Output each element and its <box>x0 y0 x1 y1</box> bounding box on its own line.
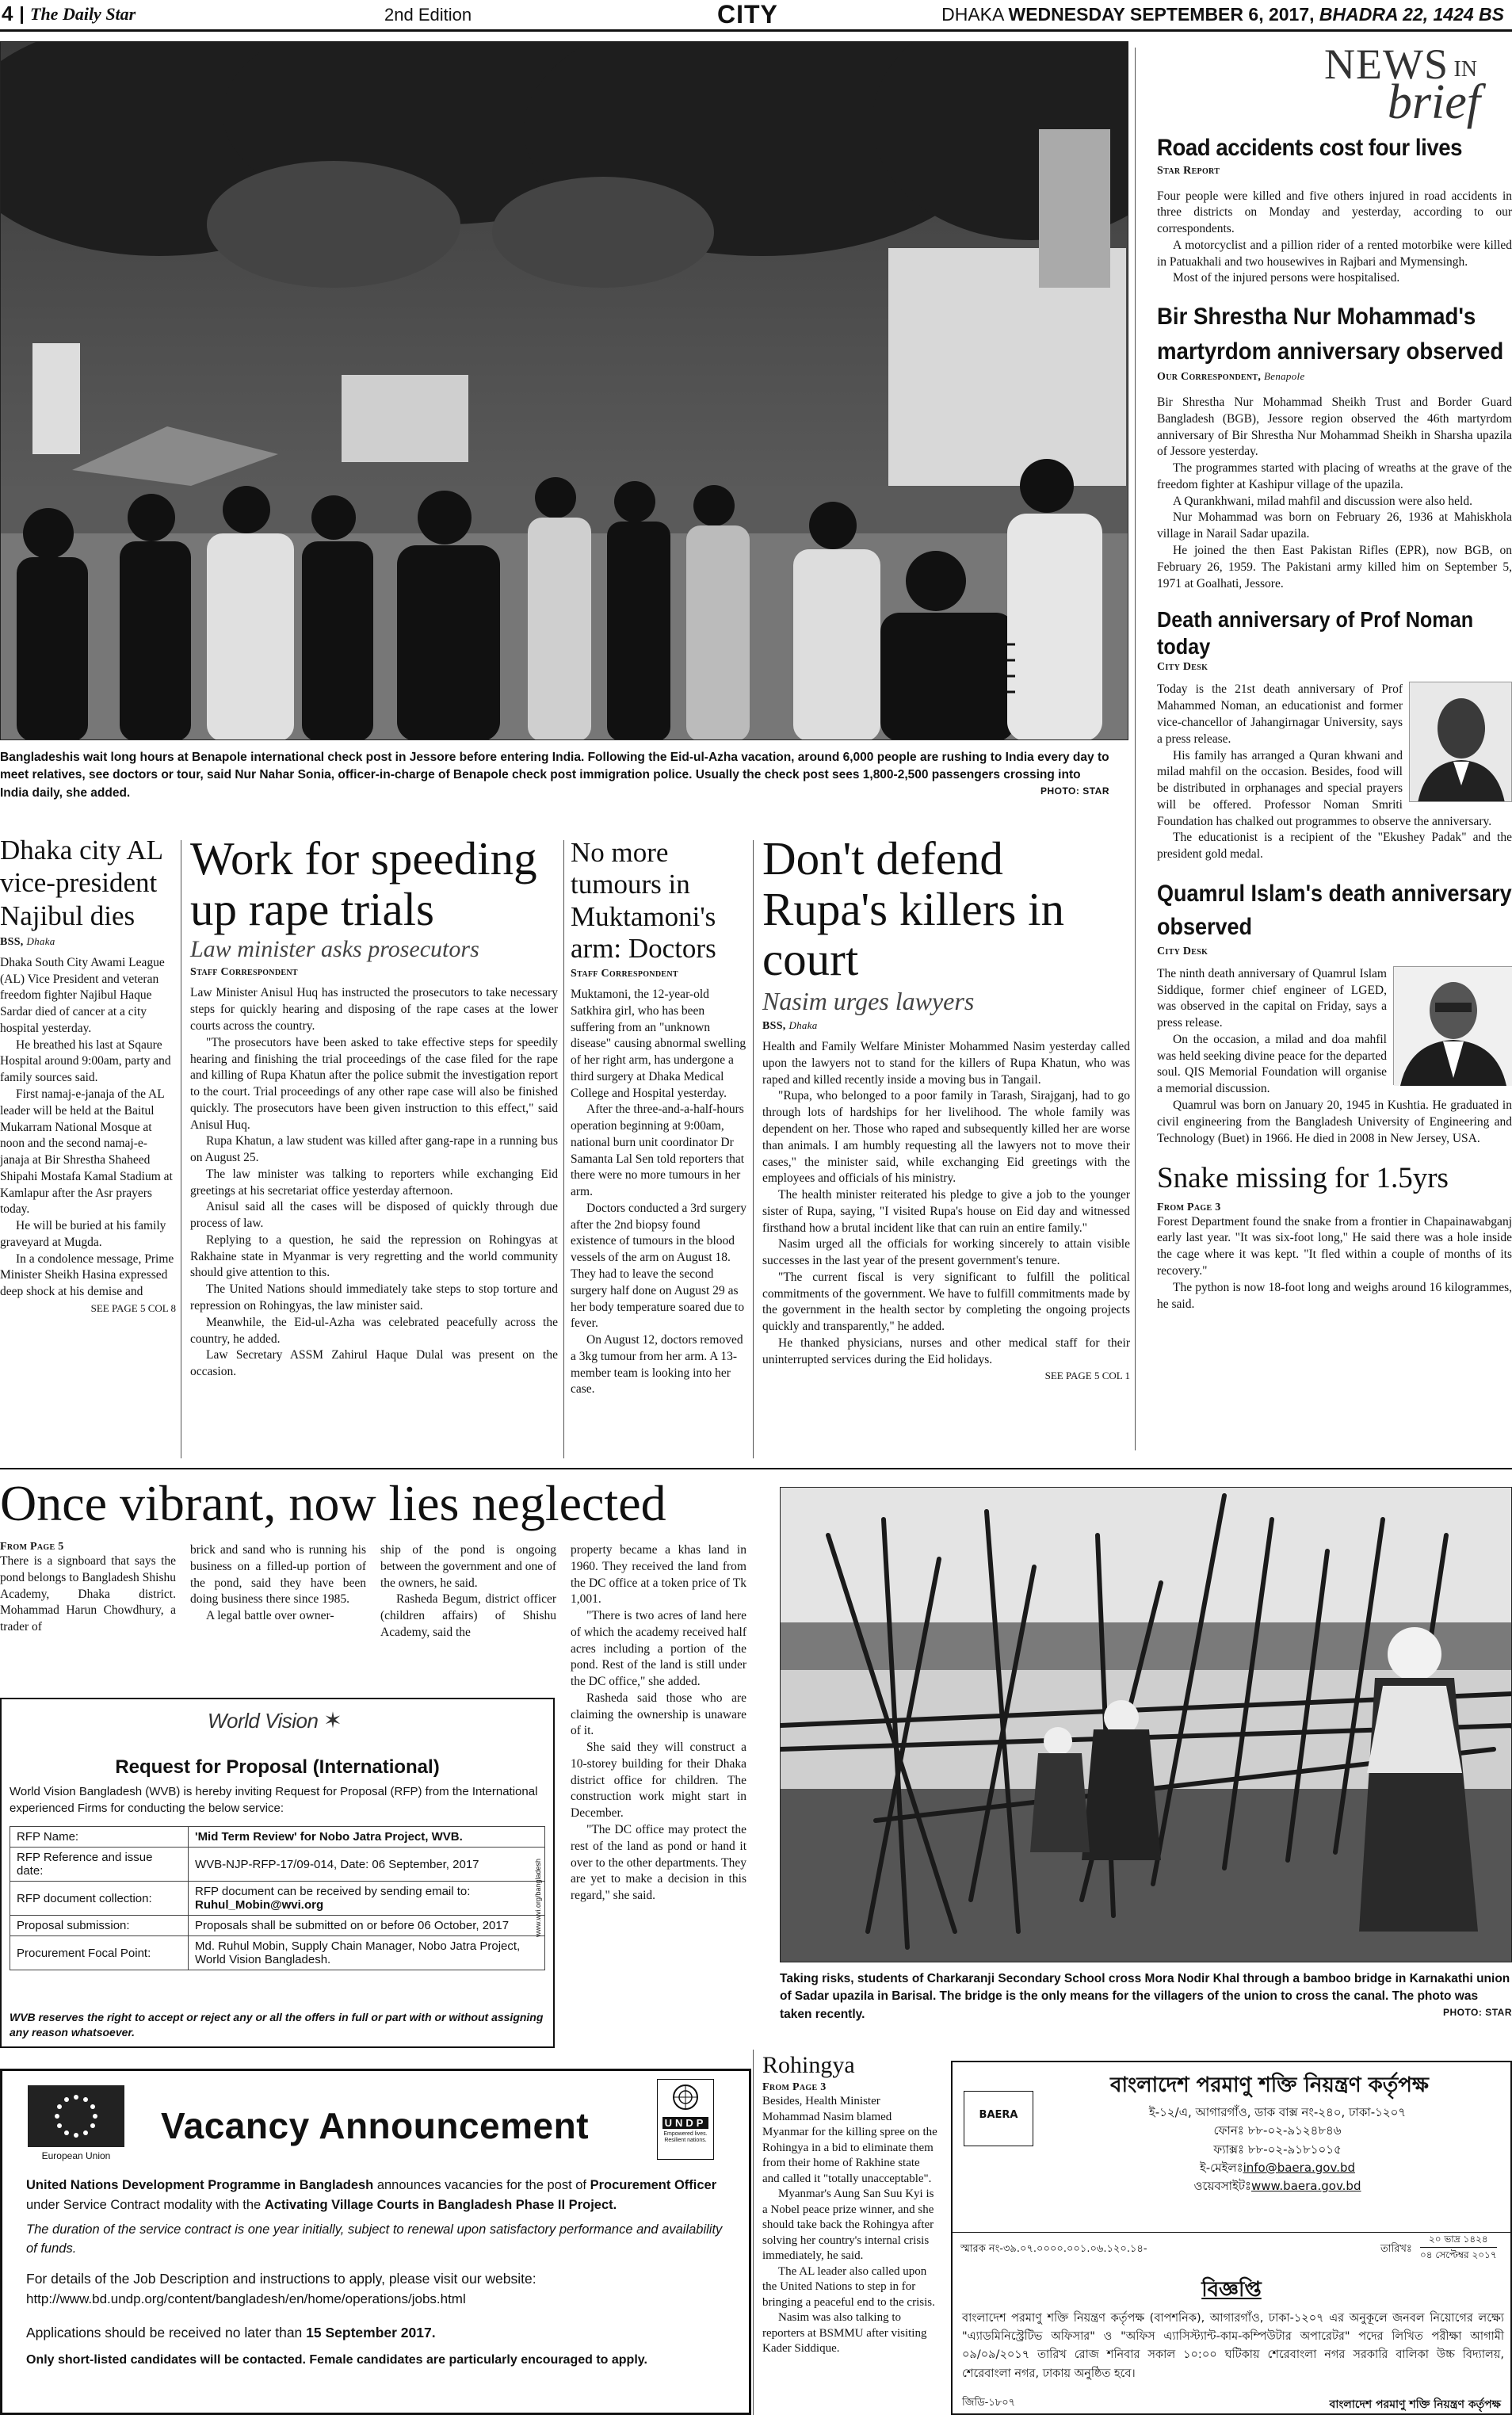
lead-photo-caption <box>0 749 1109 802</box>
baera-date-label: তারিখঃ <box>1380 2243 1412 2255</box>
baera-address-block <box>1079 2104 1476 2195</box>
brief-byline: City Desk <box>1157 945 1208 957</box>
baera-date <box>1420 2232 1497 2263</box>
story-paragraph: The AL leader also called upon the United Nations to step in for bringing a peaceful end to the crisis. <box>762 2264 935 2309</box>
section-name: CITY <box>717 0 778 29</box>
crowd-photo-illustration <box>1 42 1128 740</box>
story-paragraph: First namaj-e-janaja of the AL leader will be held at the Baitul Mukarram National Mosque at noon and the second namaj-e-janaja at Bir Shrestha Shaheed Shipahi Mostafa Kamal Stadium at Kamlapur after the Asr prayers today. <box>0 1087 173 1217</box>
quamrul-portrait <box>1393 966 1512 1085</box>
brief-paragraph: On the occasion, a milad and doa mahfil was held seeking divine peace for the departed soul. QIS Memorial Foundation will organise a memorial discussion. <box>1157 1032 1387 1096</box>
story-paragraph: Rupa Khatun, a law student was killed after gang-rape in a running bus on August 25. <box>190 1134 558 1165</box>
logo-brief: brief <box>1387 75 1480 129</box>
brief-paragraph: His family has arranged a Quran khwani and milad mahfil on the occasion. Besides, food will be distributed in orphanages and special prayers will be offered. Professor Noman Smriti Foundation has chalked out programmes to observe the anniversary. <box>1157 748 1492 828</box>
vibrant-byline: From Page 5 <box>0 1541 64 1553</box>
story-paragraph: After the three-and-a-half-hours operation beginning at 9:00am, national burn unit coordinator Dr Samanta Lal Sen told reporters that there were no more tumours in her arm. <box>571 1102 745 1199</box>
brief-byline: Our Correspondent, Benapole <box>1157 370 1305 384</box>
lead-photo <box>0 41 1128 740</box>
table-cell: Proposals shall be submitted on or before 06 October, 2017 <box>189 1916 545 1936</box>
undp-logo <box>657 2079 714 2160</box>
brief-title: Bir Shrestha Nur Mohammad's martyrdom anniversary observed <box>1157 304 1504 365</box>
jobs-link[interactable]: http://www.bd.undp.org/content/bangladesh/en/home/operations/jobs.html <box>26 2291 466 2307</box>
baera-fax: ফ্যাক্সঃ ৮৮-০২-৯১৮১০১৫ <box>1213 2142 1342 2157</box>
baera-gd: জিডি-১৮০৭ <box>962 2397 1016 2409</box>
brief-item <box>1157 300 1512 592</box>
portrait-illustration <box>1394 967 1512 1086</box>
story-body <box>0 955 176 1301</box>
vacancy-body <box>26 2176 724 2370</box>
bamboo-bridge-illustration <box>781 1488 1512 1962</box>
story-body <box>762 2094 938 2357</box>
star-icon: ✶ <box>323 1708 342 1733</box>
vacancy-paragraph: Only short-listed candidates will be contacted. Female candidates are particularly encouraged to apply. <box>26 2353 647 2367</box>
story-paragraph: He will be buried at his family graveyard at Mugda. <box>0 1219 166 1249</box>
story-headline: Don't defend Rupa's killers in court <box>762 832 1064 986</box>
story-paragraph: property became a khas land in 1960. They received the land from the DC office at a token price of Tk 1,001. <box>571 1543 746 1607</box>
portrait-illustration <box>1410 682 1512 802</box>
story-subheadline: Nasim urges lawyers <box>762 987 975 1016</box>
column-rule <box>1135 48 1136 1450</box>
rfp-side-url: www.wvi.org/bangladesh <box>534 1858 542 1937</box>
table-cell: RFP document collection: <box>10 1882 189 1916</box>
story-paragraph: Law Minister Anisul Huq has instructed the prosecutors to take necessary steps for quickly hearing and disposing of the rape cases at the lower courts across the country. <box>190 986 558 1033</box>
story-paragraph: The law minister was talking to reporters while exchanging Eid greetings at his secretariat office yesterday afternoon. <box>190 1167 558 1198</box>
date-bangla: ২০ ভাদ্র ১৪২৪ <box>1420 2232 1497 2248</box>
website-link[interactable]: www.baera.gov.bd <box>1250 2179 1361 2193</box>
story-paragraph: "Rupa, who belonged to a poor family in Tarash, Sirajganj, had to go through lots of hardships for her livelihood. The whole family was dependent on her. Those who raped and subsequently killed her are worse than animals. I am humbly requesting all the lawyers not to move their cases," the minister said, while exchanging Eid greetings with the employees and officials of his ministry. <box>762 1089 1130 1186</box>
baera-notice <box>951 2061 1512 2415</box>
brief-title: Snake missing for 1.5yrs <box>1157 1162 1449 1195</box>
brief-item <box>1157 877 1512 1147</box>
rupa-story <box>762 834 1130 1382</box>
vacancy-paragraph <box>26 2322 724 2343</box>
column-rule <box>753 2050 754 2415</box>
rfp-email-link[interactable]: Ruhul_Mobin@wvi.org <box>195 1898 324 1912</box>
column-rule <box>563 840 564 1458</box>
brief-paragraph: Nur Mohammad was born on February 26, 1936 at Mahiskhola village in Narail Sadar upazila. <box>1157 510 1512 541</box>
brief-title: Death anniversary of Prof Noman today <box>1157 607 1474 659</box>
bridge-photo-caption <box>780 1970 1512 2023</box>
brief-paragraph: Today is the 21st death anniversary of Prof Mahammed Noman, an educationist and former vice-chancellor of Jahangirnagar University, says a press release. <box>1157 682 1403 746</box>
story-paragraph: He thanked physicians, nurses and other medical staff for their uninterrupted services during the Eid holidays. <box>762 1336 1130 1366</box>
brief-body <box>1157 395 1512 592</box>
story-paragraph: Dhaka South City Awami League (AL) Vice President and veteran freedom fighter Najibul Haque Sardar died of cancer at a city hospital yesterday. <box>0 955 165 1035</box>
table-cell: Md. Ruhul Mobin, Supply Chain Manager, Nobo Jatra Project, World Vision Bangladesh. <box>189 1936 545 1970</box>
baera-title: বাংলাদেশ পরমাণু শক্তি নিয়ন্ত্রণ কর্তৃপক্ষ <box>1110 2073 1429 2097</box>
bridge-photo <box>780 1487 1512 1962</box>
brief-paragraph: Bir Shrestha Nur Mohammad Sheikh Trust and Border Guard Bangladesh (BGB), Jessore region observed the 46th martyrdom anniversary of Bir Shrestha Nur Mohammad Sheikh in Sharsha upazila of Jessore yesterday. <box>1157 395 1512 459</box>
story-body <box>571 987 746 1398</box>
dateline-date: WEDNESDAY SEPTEMBER 6, 2017, <box>1008 4 1315 25</box>
text-run: Procurement Officer <box>590 2178 717 2192</box>
rfp-table <box>10 1826 545 1970</box>
story-paragraph: ship of the pond is ongoing between the government and one of the owners, he said. <box>380 1543 556 1590</box>
brief-byline: City Desk <box>1157 661 1208 674</box>
vacancy-paragraph: For details of the Job Description and instructions to apply, please visit our website: <box>26 2271 536 2287</box>
story-paragraph: Nasim was also talking to reporters at BSMMU after visiting Kader Siddique. <box>762 2311 927 2356</box>
brief-paragraph: Four people were killed and five others injured in road accidents in three districts on Monday and yesterday, according to our correspondents. <box>1157 189 1512 236</box>
tumours-story <box>571 837 746 1398</box>
brief-paragraph: The ninth death anniversary of Quamrul Islam Siddique, former chief engineer of LGED, was observed in the capital on Friday, says a press release. <box>1157 966 1387 1030</box>
brief-item <box>1157 1161 1512 1313</box>
table-cell: 'Mid Term Review' for Nobo Jatra Project, WVB. <box>189 1827 545 1848</box>
text-run: 15 September 2017. <box>306 2324 436 2340</box>
story-headline: No more tumours in Muktamoni's arm: Doctors <box>571 837 716 964</box>
brief-title: Quamrul Islam's death anniversary observed <box>1157 880 1512 940</box>
lead-photo-credit: PHOTO: STAR <box>1040 785 1109 797</box>
story-body <box>762 1039 1130 1368</box>
world-vision-logo <box>208 1707 342 1733</box>
brief-item <box>1157 133 1512 287</box>
section-rule <box>0 1468 1512 1469</box>
un-emblem-icon <box>666 2083 705 2111</box>
notice-body: বাংলাদেশ পরমাণু শক্তি নিয়ন্ত্রণ কর্তৃপক্ষ (বাপশনিক), আগারগাঁও, ঢাকা-১২০৭ এর অনুকূলে জনবল নিয়োগের লক্ষ্যে "এ্যাডমিনিস্ট্রেটিভ অফিসার" ও "অফিস এ্যাসিস্ট্যান্ট-কাম-কম্পিউটার অপারেটর" পদের লিখিত পরীক্ষা আগামী ০৯/০৯/২০১৭ তারিখ রোজ শনিবার সকাল ১০:০০ ঘটিকায় শেরেবাংলা নগর সরকারি বালিকা উচ্চ বিদ্যালয়, শেরেবাংলা নগর, ঢাকায় অনুষ্ঠিত হবে। <box>962 2312 1504 2380</box>
continued-note: SEE PAGE 5 COL 8 <box>90 1301 176 1314</box>
story-paragraph: There is a signboard that says the pond belongs to Bangladesh Shishu Academy, Dhaka district. Mohammad Harun Chowdhury, a trader of <box>0 1554 176 1634</box>
story-paragraph: A legal battle over owner- <box>206 1609 334 1623</box>
baera-website: ওয়েবসাইটঃwww.baera.gov.bd <box>1193 2179 1361 2193</box>
story-byline: From Page 3 <box>762 2081 827 2094</box>
story-byline: Staff Correspondent <box>190 966 298 979</box>
table-cell: RFP Reference and issue date: <box>10 1848 189 1882</box>
logo-text: World Vision <box>208 1709 319 1733</box>
story-headline: Dhaka city AL vice-president Najibul dies <box>0 835 162 931</box>
story-headline: Rohingya <box>762 2052 855 2078</box>
story-paragraph: Replying to a question, he said the repression on Rohingyas at Rakhaine state in Myanmar is very regretting and the world community should give attention to this. <box>190 1232 558 1280</box>
bridge-caption-text: Taking risks, students of Charkaranji Secondary School cross Mora Nodir Khal through a bamboo bridge in Karnakathi union of Sadar upazila in Barisal. The bridge is the only means for the villagers of the union to cross the canal. The photo was taken recently. <box>780 1972 1510 2021</box>
baera-logo <box>964 2091 1033 2146</box>
vibrant-headline: Once vibrant, now lies neglected <box>0 1475 666 1531</box>
table-cell: Procurement Focal Point: <box>10 1936 189 1970</box>
brief-title: Road accidents cost four lives <box>1157 135 1462 161</box>
story-paragraph: Besides, Health Minister Mohammad Nasim blamed Myanmar for the killing spree on the Rohingya in a bid to eliminate them from their home of Rakhine state and called it "totally unacceptable". <box>762 2095 937 2185</box>
vacancy-title: Vacancy Announcement <box>161 2105 590 2146</box>
rape-trials-story <box>190 834 558 1381</box>
story-paragraph: Law Secretary ASSM Zahirul Haque Dulal was present on the occasion. <box>190 1348 558 1379</box>
continued-note: SEE PAGE 5 COL 1 <box>1044 1370 1130 1382</box>
story-headline: Work for speeding up rape trials <box>190 832 537 935</box>
story-paragraph: Doctors conducted a 3rd surgery after the 2nd biopsy found existence of tumours in the blood vessels of the arm on August 18. They had to leave the second surgery half done on August 29 as her body temperature soared due to fever. <box>571 1201 747 1331</box>
logo-news: NEWS <box>1324 40 1449 88</box>
baera-email: ই-মেইলঃinfo@baera.gov.bd <box>1199 2160 1356 2175</box>
brief-body <box>1157 1214 1512 1313</box>
news-brief-logo <box>1157 40 1512 133</box>
vibrant-col-2 <box>190 1542 366 1625</box>
table-cell: WVB-NJP-RFP-17/09-014, Date: 06 September, 2017 <box>189 1848 545 1882</box>
lead-caption-text: Bangladeshis wait long hours at Benapole international check post in Jessore before entering India. Following the Eid-ul-Azha vacation, around 6,000 people are rushing to India every day to meet relatives, see doctors or tour, said Nur Nahar Sonia, officer-in-charge of Benapole check post immigration police. Usually the check post sees 1,800-2,500 passengers crossing into India daily, she added. <box>0 751 1109 800</box>
vacancy-paragraph <box>26 2176 724 2215</box>
rohingya-story <box>762 2053 938 2357</box>
brief-paragraph: Most of the injured persons were hospitalised. <box>1173 271 1400 285</box>
story-paragraph: The United Nations should immediately take steps to stop torture and repression on Rohingyas, the law minister said. <box>190 1282 558 1313</box>
masthead: The Daily Star <box>30 4 136 24</box>
table-cell <box>189 1882 545 1916</box>
table-row <box>10 1936 545 1970</box>
page-number: 4 <box>2 2 13 25</box>
story-byline: BSS, Dhaka <box>0 934 55 948</box>
rfp-intro: World Vision Bangladesh (WVB) is hereby inviting Request for Proposal (RFP) from the International experienced Firms for conducting the below service: <box>10 1785 538 1815</box>
vibrant-col-4 <box>571 1542 746 1905</box>
baera-phone: ফোনঃ ৮৮-০২-৯১২৪৮৪৬ <box>1213 2123 1342 2138</box>
brief-item <box>1157 606 1512 863</box>
story-paragraph: Meanwhile, the Eid-ul-Azha was celebrated peacefully across the country, he added. <box>190 1315 558 1346</box>
eu-label: European Union <box>41 2150 111 2161</box>
story-byline: BSS, Dhaka <box>762 1019 818 1033</box>
date-gregorian: ০৪ সেপ্টেম্বর ২০১৭ <box>1420 2249 1497 2261</box>
undp-tagline: Empowered lives. Resilient nations. <box>663 2131 708 2143</box>
email-link[interactable]: info@baera.gov.bd <box>1243 2160 1356 2175</box>
notice-title: বিজ্ঞপ্তি <box>1201 2278 1262 2302</box>
story-paragraph: "The current fiscal is very significant to fulfill the political commitments of the government. We have to fulfill commitments made by the government in the health sector by completing the ongoing projects quickly and transparently," he added. <box>762 1270 1130 1334</box>
dateline-bangla: BHADRA 22, 1424 BS <box>1319 4 1504 25</box>
brief-paragraph: He joined the then East Pakistan Rifles (EPR), now BGB, on February 26, 1959. The Pakistani army killed him on September 5, 1971 at Goalhati, Jessore. <box>1157 543 1512 590</box>
noman-portrait <box>1409 682 1512 802</box>
header-divider <box>21 6 23 24</box>
brief-body <box>1157 189 1512 288</box>
story-paragraph: Nasim urged all the officials for working sincerely to attain visible successes in the last year of the present government's tenure. <box>762 1237 1130 1268</box>
story-paragraph: Rasheda said those who are claiming the ownership is unaware of it. <box>571 1691 746 1738</box>
brief-paragraph: A motorcyclist and a pillion rider of a rented motorbike were killed in Patuakhali and two housewives in Rajbari and Mymensingh. <box>1157 238 1512 269</box>
story-paragraph: Rasheda Begum, district officer (children affairs) of Shishu Academy, said the <box>380 1592 556 1639</box>
brief-byline: Star Report <box>1157 164 1220 177</box>
bridge-photo-credit: PHOTO: STAR <box>1442 2006 1512 2018</box>
vibrant-col-3 <box>380 1542 556 1641</box>
text-run: under Service Contract modality with the <box>26 2197 265 2212</box>
brief-paragraph: The programmes started with placing of wreaths at the grave of the freedom fighter at Kashipur village of the upazila. <box>1157 461 1512 491</box>
text-run: United Nations Development Programme in Bangladesh <box>26 2178 374 2192</box>
brief-byline: From Page 3 <box>1157 1201 1221 1213</box>
al-vp-story <box>0 834 176 1315</box>
story-paragraph: She said they will construct a 10-storey building for their Dhaka district office for children. The construction work might start in December. <box>571 1741 746 1821</box>
story-paragraph: brick and sand who is running his business on a filled-up portion of the pond, said they have been doing business there since 1985. <box>190 1543 366 1607</box>
baera-memo: স্মারক নং-৩৯.০৭.০০০০.০০১.০৬.১২০.১৪- <box>960 2243 1147 2255</box>
undp-logo-text: UNDP <box>662 2117 708 2129</box>
vacancy-paragraph: The duration of the service contract is one year initially, subject to renewal upon satisfactory performance and availability of funds. <box>26 2222 723 2256</box>
logo-in: IN <box>1453 57 1477 82</box>
brief-paragraph: Quamrul was born on January 20, 1945 in Kushtia. He graduated in civil engineering from the Bangladesh University of Engineering and Technology (Buet) in 1966. He died in 2008 in New Jersey, USA. <box>1157 1099 1512 1145</box>
table-cell: RFP Name: <box>10 1827 189 1848</box>
column-rule <box>753 840 754 1458</box>
story-paragraph: Myanmar's Aung San Suu Kyi is a Nobel peace prize winner, and she should take back the Rohingya after solving her country's internal crisis immediately, he said. <box>762 2188 934 2263</box>
logo-text: BAERA <box>979 2109 1018 2121</box>
story-paragraph: In a condolence message, Prime Minister Sheikh Hasina expressed deep shock at his demise and <box>0 1251 174 1299</box>
dateline-city: DHAKA <box>941 4 1004 25</box>
story-paragraph: "The DC office may protect the rest of the land as pond or hand it over to the other departments. They are yet to make a decision in this regard," she said. <box>571 1823 746 1903</box>
brief-paragraph: The python is now 18-foot long and weighs around 16 kilogrammes, he said. <box>1157 1280 1512 1311</box>
news-in-brief-column <box>1157 40 1512 1313</box>
undp-ad <box>0 2069 751 2415</box>
story-paragraph: On August 12, doctors removed a 3kg tumour from her arm. A 13-member team is looking into her case. <box>571 1333 743 1397</box>
rfp-footer: WVB reserves the right to accept or reject any or all the offers in full or part with or without assigning any reason whatsoever. <box>10 2011 544 2039</box>
table-cell: Proposal submission: <box>10 1916 189 1936</box>
table-row <box>10 1916 545 1936</box>
story-paragraph: "The prosecutors have been asked to take effective steps for speedily hearing and finishing the trial proceedings of the case filed for the rape and killing of Rupa Khatun after the police submit the investigation report to the court. Trial proceedings of any other rape case will also be finished quickly. The prosecutors have been given instruction to this effect," said Anisul Huq. <box>190 1035 558 1132</box>
text-run: announces vacancies for the post of <box>373 2178 590 2192</box>
story-byline: Staff Correspondent <box>571 968 678 980</box>
eu-flag <box>28 2085 124 2147</box>
table-row <box>10 1882 545 1916</box>
story-paragraph: Muktamoni, the 12-year-old Satkhira girl, who has been suffering from an "unknown disease" causing abnormal swelling of her right arm, has undergone a third surgery at Dhaka Medical College and Hospital yesterday. <box>571 988 746 1100</box>
vibrant-col-1 <box>0 1553 176 1636</box>
brief-paragraph: A Qurankhwani, milad mahfil and discussion were also held. <box>1173 494 1472 508</box>
text-run: Activating Village Courts in Bangladesh Phase II Project. <box>264 2197 617 2212</box>
story-paragraph: The health minister reiterated his pledge to give a job to the younger sister of Rupa, saying, "I visited Rupa's house on Eid day and witnessed firsthand how a brutal incident like that can ruin an entire family." <box>762 1188 1130 1235</box>
brief-paragraph: The educationist is a recipient of the "Ekushey Padak" and the president gold medal. <box>1157 831 1512 862</box>
eu-stars-icon <box>52 2092 100 2140</box>
rfp-title: Request for Proposal (International) <box>115 1756 440 1778</box>
table-row <box>10 1848 545 1882</box>
baera-signature: বাংলাদেশ পরমাণু শক্তি নিয়ন্ত্রণ কর্তৃপক্ষ <box>1329 2398 1501 2411</box>
page-header <box>0 0 1512 32</box>
story-paragraph: He breathed his last at Sqaure Hospital around 9:00am, party and family sources said. <box>0 1037 171 1085</box>
story-subheadline: Law minister asks prosecutors <box>190 936 479 963</box>
text-run: Applications should be received no later than <box>26 2324 307 2340</box>
story-paragraph: "There is two acres of land here of which the academy received half acres including a portion of the pond. Rest of the land is still under the DC office," she added. <box>571 1609 746 1689</box>
dateline <box>941 4 1504 25</box>
story-paragraph: Health and Family Welfare Minister Mohammed Nasim yesterday called upon the lawyers not to stand for the killers of Rupa Khatun, who was raped and killed recently inside a moving bus in Tangail. <box>762 1040 1130 1087</box>
table-row <box>10 1827 545 1848</box>
baera-address: ই-১২/এ, আগারগাঁও, ডাক বাক্স নং-২৪০, ঢাকা-১২০৭ <box>1148 2105 1407 2119</box>
brief-paragraph: Forest Department found the snake from a frontier in Chapainawabganj early last year. "It was six-foot long," He said there was a hole inside the cage where it was kept. "It fled within a couple of months of its recovery." <box>1157 1214 1512 1278</box>
cell-text: RFP document can be received by sending email to: <box>195 1885 471 1898</box>
story-body <box>190 985 558 1380</box>
story-paragraph: Anisul said all the cases will be disposed of quickly through due process of law. <box>190 1200 558 1231</box>
edition: 2nd Edition <box>384 5 472 25</box>
world-vision-ad <box>0 1698 555 2048</box>
